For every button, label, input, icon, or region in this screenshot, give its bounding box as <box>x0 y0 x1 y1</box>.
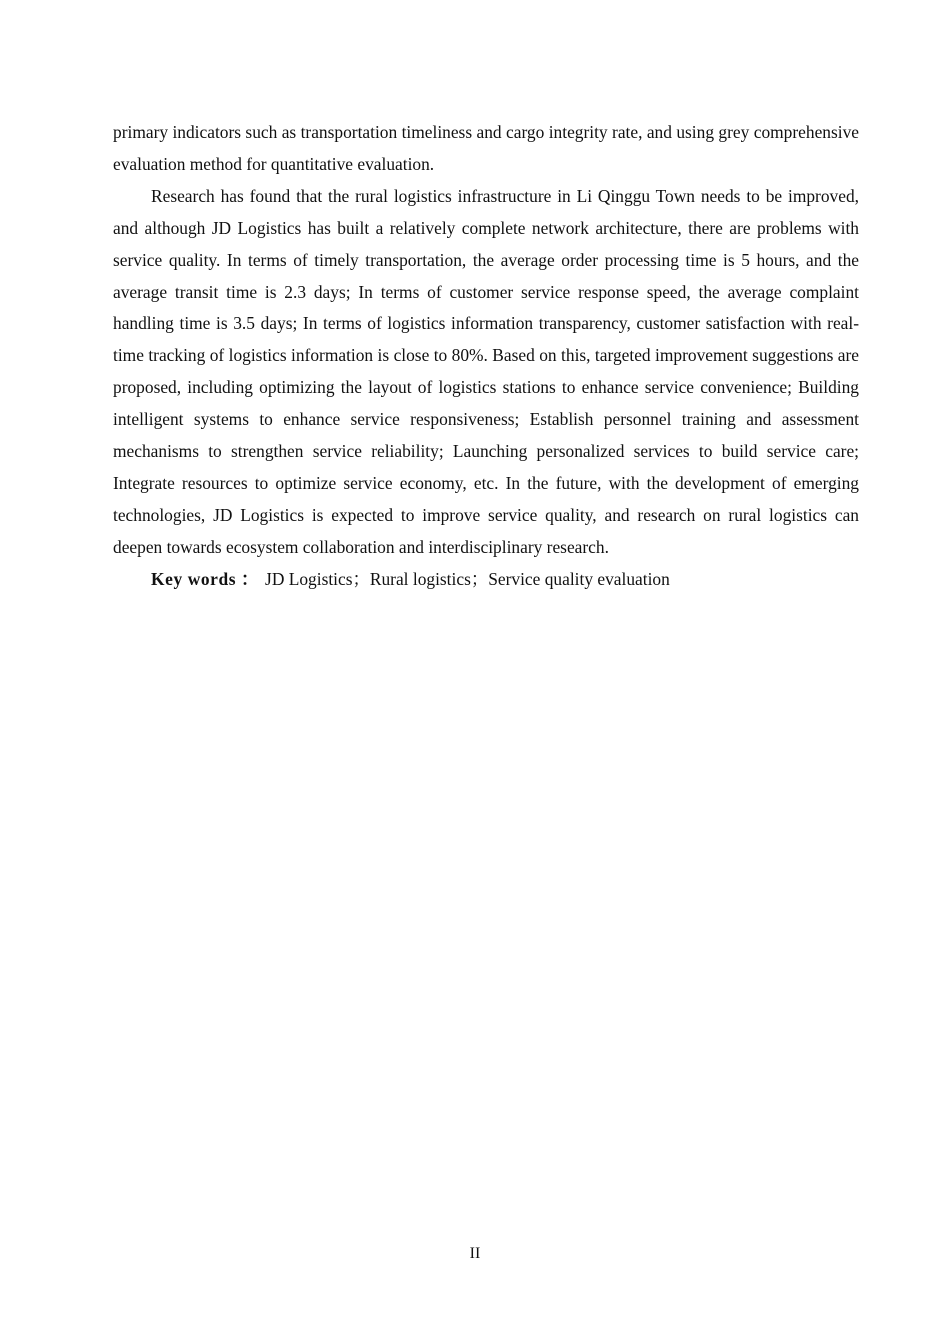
page-number: II <box>469 1245 481 1262</box>
keywords-text: JD Logistics；Rural logistics；Service quality evaluation <box>265 568 670 589</box>
keywords-line <box>113 564 859 596</box>
abstract-paragraph-main: Research has found that the rural logistics infrastructure in Li Qinggu Town needs to be improved, and although JD Logistics has built a relatively complete network architecture, there are problems with service quality. In terms of timely transportation, the average order processing time is 5 hours, and the average transit time is 2.3 days; In terms of customer service response speed, the average complaint handling time is 3.5 days; In terms of logistics information transparency, customer satisfaction with real-time tracking of logistics information is close to 80%. Based on this, targeted improvement suggestions are proposed, including optimizing the layout of logistics stations to enhance service convenience; Building intelligent systems to enhance service responsiveness; Establish personnel training and assessment mechanisms to strengthen service reliability; Launching personalized services to build service care; Integrate resources to optimize service economy, etc. In the future, with the development of emerging technologies, JD Logistics is expected to improve service quality, and research on rural logistics can deepen towards ecosystem collaboration and interdisciplinary research. <box>113 185 859 557</box>
abstract-body <box>113 117 859 596</box>
keywords-label: Key words ： <box>151 568 260 589</box>
abstract-paragraph-continued: primary indicators such as transportation timeliness and cargo integrity rate, and using grey comprehensive evaluation method for quantitative evaluation. <box>113 122 859 174</box>
